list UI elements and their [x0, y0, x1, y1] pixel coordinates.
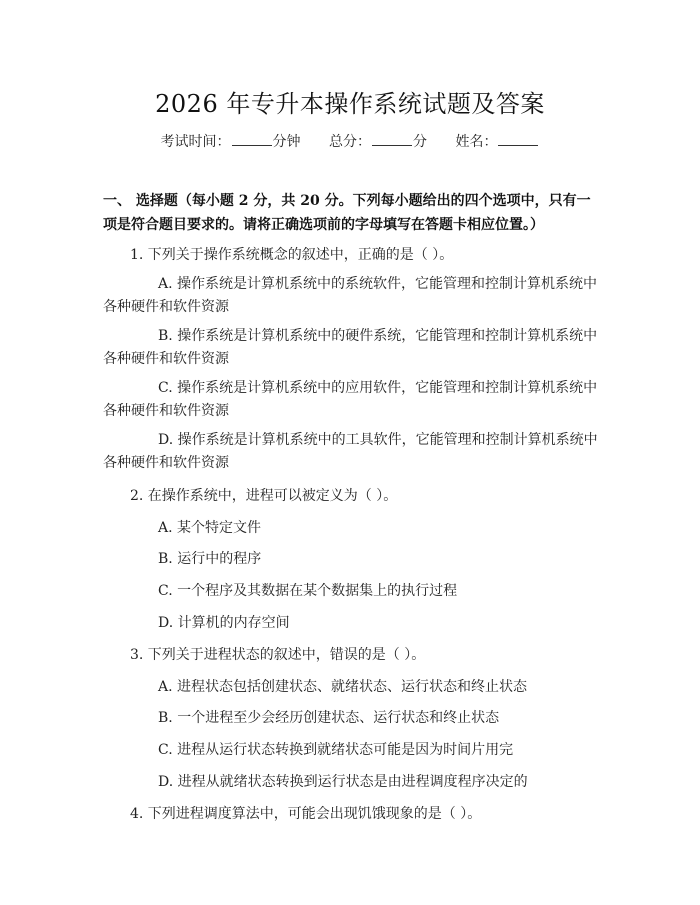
exam-time-label: 考试时间： [160, 134, 231, 150]
option-b: B. 操作系统是计算机系统中的硬件系统，它能管理和控制计算机系统中 [158, 328, 598, 344]
option-d-continuation: 各种硬件和软件资源 [103, 455, 229, 471]
option-d: D. 进程从就绪状态转换到运行状态是由进程调度程序决定的 [158, 774, 528, 790]
question-stem: 2. 在操作系统中，进程可以被定义为（ ）。 [130, 488, 398, 504]
exam-info-bar [0, 131, 700, 151]
option-b-continuation: 各种硬件和软件资源 [103, 351, 229, 367]
option-c: C. 操作系统是计算机系统中的应用软件，它能管理和控制计算机系统中 [158, 380, 598, 396]
option-b: B. 运行中的程序 [158, 551, 262, 567]
option-c: C. 进程从运行状态转换到就绪状态可能是因为时间片用完 [158, 742, 514, 758]
total-score-field [329, 134, 427, 150]
option-a-continuation: 各种硬件和软件资源 [103, 299, 229, 315]
option-a: A. 进程状态包括创建状态、就绪状态、运行状态和终止状态 [158, 679, 528, 695]
total-score-label: 总分： [329, 134, 371, 150]
option-a: A. 某个特定文件 [158, 520, 262, 536]
option-d: D. 计算机的内存空间 [158, 615, 290, 631]
option-c: C. 一个程序及其数据在某个数据集上的执行过程 [158, 583, 458, 599]
section-heading: 一、 选择题（每小题 2 分，共 20 分。下列每小题给出的四个选项中，只有一项是符合题目要求的。请将正确选项前的字母填写在答题卡相应位置。） [103, 193, 591, 233]
total-score-blank [372, 133, 412, 146]
option-c-continuation: 各种硬件和软件资源 [103, 403, 229, 419]
exam-time-blank [232, 133, 272, 146]
page-title: 2026 年专升本操作系统试题及答案 [155, 90, 545, 118]
question-stem: 1. 下列关于操作系统概念的叙述中，正确的是（ ）。 [130, 247, 454, 263]
question-stem: 4. 下列进程调度算法中，可能会出现饥饿现象的是（ ）。 [130, 806, 482, 822]
question-stem: 3. 下列关于进程状态的叙述中，错误的是（ ）。 [130, 647, 426, 663]
name-label: 姓名： [455, 134, 498, 150]
option-d: D. 操作系统是计算机系统中的工具软件，它能管理和控制计算机系统中 [158, 432, 598, 448]
option-b: B. 一个进程至少会经历创建状态、运行状态和终止状态 [158, 710, 500, 726]
name-blank [498, 133, 538, 146]
option-a: A. 操作系统是计算机系统中的系统软件，它能管理和控制计算机系统中 [158, 276, 598, 292]
exam-time-unit: 分钟 [272, 134, 301, 150]
exam-time-field [161, 134, 301, 150]
name-field [455, 134, 539, 150]
total-score-unit: 分 [413, 134, 427, 150]
